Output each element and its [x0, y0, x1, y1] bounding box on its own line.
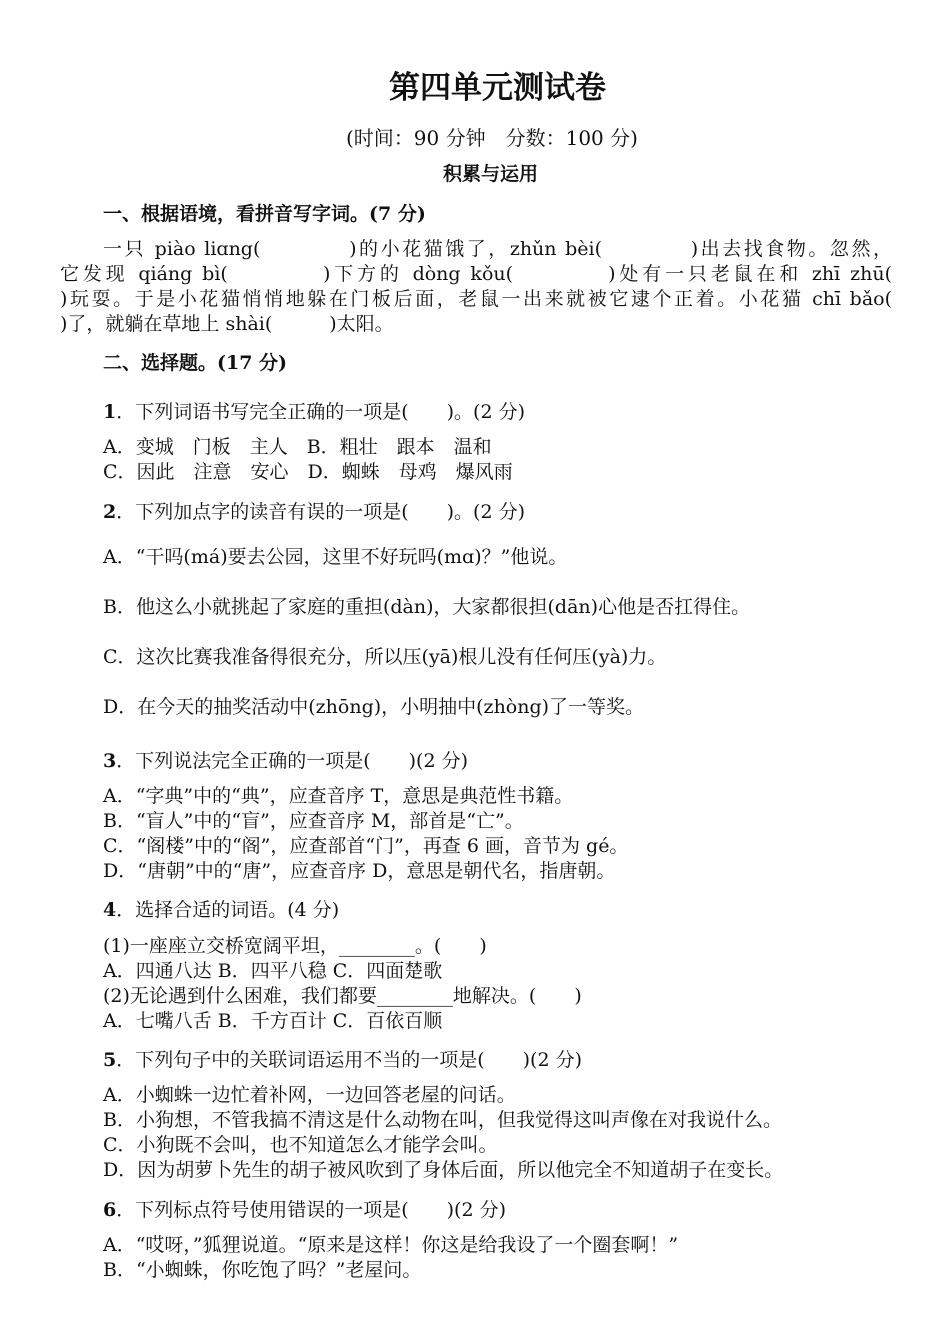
question-stem: ．选择合适的词语。(4 分): [116, 899, 340, 921]
section-title: 积累与运用: [443, 163, 539, 185]
q4-sub1-options: A．四通八达 B．四平八稳 C．四面楚歌: [103, 960, 443, 982]
q5-option-b: B．小狗想，不管我搞不清这是什么动物在叫，但我觉得这叫声像在对我说什么。: [103, 1109, 782, 1131]
pinyin-passage-line-3: )玩耍。于是小花猫悄悄地躲在门板后面，老鼠一出来就被它逮个正着。小花猫 chī bǎo(: [60, 288, 892, 310]
question-number: 6: [103, 1199, 117, 1221]
q1-option-line-2: C．因此 注意 安心 D．蜘蛛 母鸡 爆风雨: [103, 461, 513, 483]
question-stem: ．下列说法完全正确的一项是( )(2 分): [116, 750, 469, 772]
q5-option-c: C．小狗既不会叫，也不知道怎么才能学会叫。: [103, 1134, 498, 1156]
q4-sub2-options: A．七嘴八舌 B．千方百计 C．百依百顺: [103, 1010, 443, 1032]
q2-option-d: D．在今天的抽奖活动中(zhōng)，小明抽中(zhòng)了一等奖。: [103, 696, 645, 718]
q2-option-b: B．他这么小就挑起了家庭的重担(dàn)，大家都很担(dān)心他是否扛得住。: [103, 596, 751, 618]
pinyin-passage-line-2: 它发现 qiáng bì( )下方的 dòng kǒu( )处有一只老鼠在和 zhī zhū(: [60, 263, 892, 285]
q1-option-line-1: A．变城 门板 主人 B．粗壮 跟本 温和: [103, 436, 492, 458]
q3-option-b: B．“盲人”中的“盲”，应查音序 M，部首是“亡”。: [103, 810, 524, 832]
q3-option-a: A．“字典”中的“典”，应查音序 T，意思是典范性书籍。: [103, 785, 574, 807]
pinyin-passage-line-1: 一只 piào liɑng( )的小花猫饿了，zhǔn bèi( )出去找食物。忽然，: [103, 238, 892, 260]
page-title: 第四单元测试卷: [389, 70, 606, 106]
question-stem: ．下列句子中的关联词语运用不当的一项是( )(2 分): [116, 1049, 583, 1071]
q5-option-a: A．小蜘蛛一边忙着补网，一边回答老屋的问话。: [103, 1084, 516, 1106]
q4-sub2-stem: (2)无论遇到什么困难，我们都要________地解决。( ): [103, 985, 582, 1007]
q3-option-c: C．“阁楼”中的“阁”，应查部首“门”，再查 6 画，音节为 gé。: [103, 835, 629, 857]
part1-heading: 一、根据语境，看拼音写字词。(7 分): [103, 203, 426, 225]
pinyin-passage-line-4: )了，就躺在草地上 shài( )太阳。: [60, 313, 394, 335]
q6-option-a: A．“哎呀，”狐狸说道。“原来是这样！你这是给我设了一个圈套啊！”: [103, 1234, 679, 1256]
question-number: 2: [103, 501, 117, 523]
time-score-info: (时间：90 分钟 分数：100 分): [346, 126, 638, 150]
q6-option-b: B．“小蜘蛛，你吃饱了吗？”老屋问。: [103, 1259, 422, 1281]
question-3: [103, 749, 468, 773]
part2-heading: 二、选择题。(17 分): [103, 352, 288, 374]
question-number: 1: [103, 401, 117, 423]
question-6: [103, 1198, 506, 1222]
question-stem: ．下列标点符号使用错误的一项是( )(2 分): [116, 1199, 507, 1221]
question-4: [103, 898, 339, 922]
question-1: [103, 400, 525, 424]
q5-option-d: D．因为胡萝卜先生的胡子被风吹到了身体后面，所以他完全不知道胡子在变长。: [103, 1159, 784, 1181]
question-number: 4: [103, 899, 117, 921]
q3-option-d: D．“唐朝”中的“唐”，应查音序 D，意思是朝代名，指唐朝。: [103, 860, 616, 882]
question-number: 5: [103, 1049, 117, 1071]
q2-option-a: A．“干吗(má)要去公园，这里不好玩吗(mɑ)？”他说。: [103, 546, 568, 568]
q4-sub1-stem: (1)一座座立交桥宽阔平坦，________。( ): [103, 935, 487, 957]
question-stem: ．下列加点字的读音有误的一项是( )。(2 分): [116, 501, 526, 523]
question-5: [103, 1048, 582, 1072]
question-2: [103, 500, 525, 524]
question-stem: ．下列词语书写完全正确的一项是( )。(2 分): [116, 401, 526, 423]
q2-option-c: C．这次比赛我准备得很充分，所以压(yā)根儿没有任何压(yà)力。: [103, 646, 667, 668]
question-number: 3: [103, 750, 117, 772]
